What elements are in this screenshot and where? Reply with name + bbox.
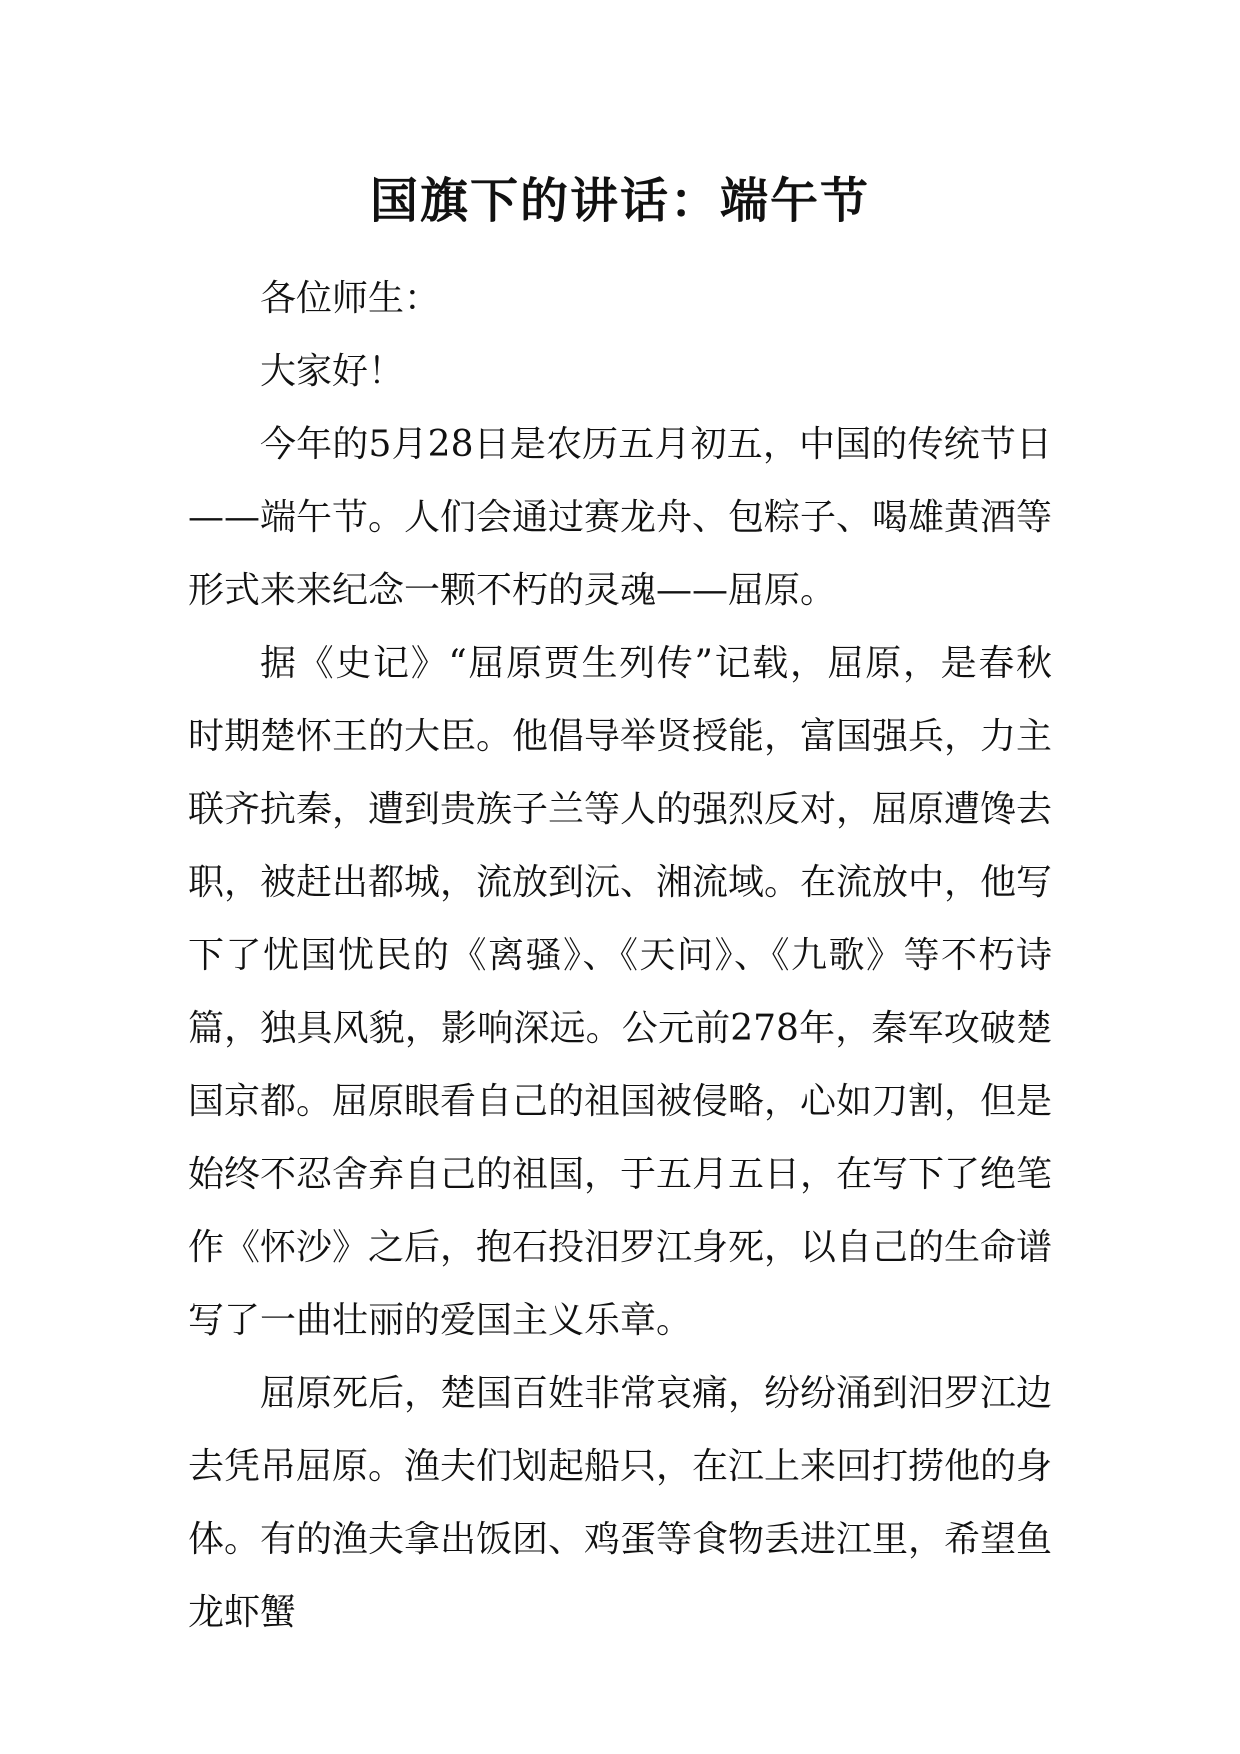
greeting-paragraph: 大家好！: [260, 351, 405, 392]
body-paragraph: 屈原死后，楚国百姓非常哀痛，纷纷涌到汨罗江边去凭吊屈原。渔夫们划起船只，在江上来回打捞他的身体。有的渔夫拿出饭团、鸡蛋等食物丢进江里，希望鱼龙虾蟹: [188, 1373, 1053, 1633]
salutation-paragraph: 各位师生：: [260, 278, 441, 319]
body-paragraph: 据《史记》“屈原贾生列传”记载，屈原，是春秋时期楚怀王的大臣。他倡导举贤授能，富国强兵，力主联齐抗秦，遭到贵族子兰等人的强烈反对，屈原遭馋去职，被赶出都城，流放到沅、湘流域。在流放中，他写下了忧国忧民的《离骚》、《天问》、《九歌》等不朽诗篇，独具风貌，影响深远。公元前278年，秦军攻破楚国京都。屈原眼看自己的祖国被侵略，心如刀割，但是始终不忍舍弃自己的祖国，于五月五日，在写下了绝笔作《怀沙》之后，抱石投汨罗江身死，以自己的生命谱写了一曲壮丽的爱国主义乐章。: [188, 643, 1053, 1341]
document-body: [188, 262, 1052, 1649]
document-title: 国旗下的讲话：端午节: [369, 173, 870, 229]
body-paragraph: 今年的5月28日是农历五月初五，中国的传统节日——端午节。人们会通过赛龙舟、包粽子、喝雄黄酒等形式来来纪念一颗不朽的灵魂——屈原。: [188, 424, 1053, 611]
